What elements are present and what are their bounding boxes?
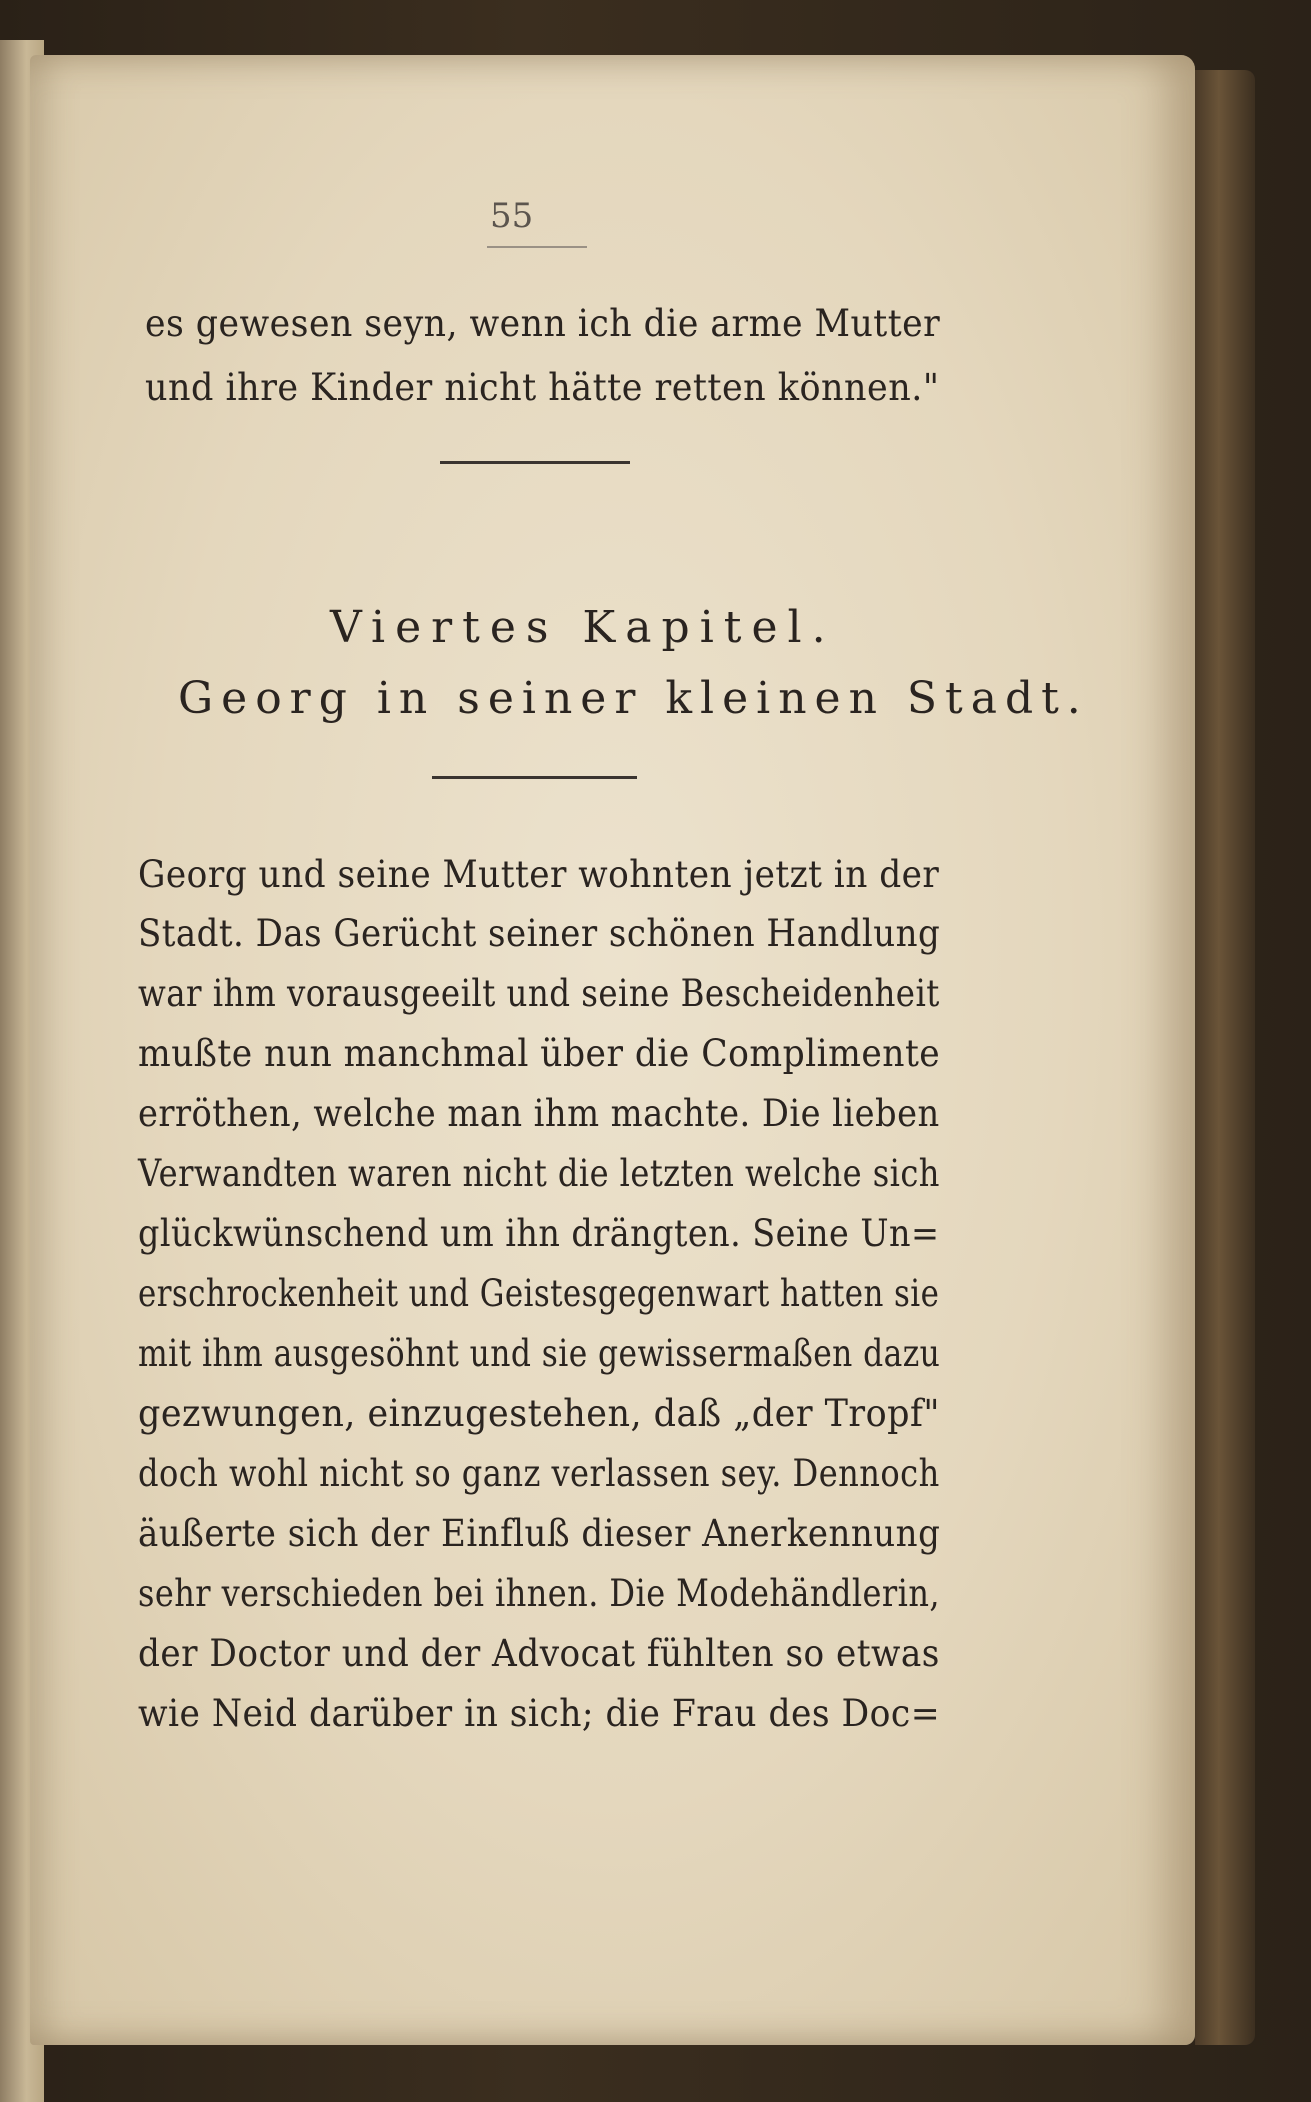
paragraph-line: sehr verschieden bei ihnen. Die Modehändlerin, <box>138 1572 940 1615</box>
chapter-divider <box>432 776 637 779</box>
chapter-heading: Viertes Kapitel. <box>330 602 836 653</box>
paragraph-line: wie Neid darüber in sich; die Frau des Doc= <box>138 1692 941 1735</box>
continuation-line: es gewesen seyn, wenn ich die arme Mutter <box>145 302 941 345</box>
paragraph-line: war ihm vorausgeeilt und seine Bescheidenheit <box>138 972 940 1015</box>
paragraph-line: mußte nun manchmal über die Complimente <box>138 1032 941 1075</box>
paragraph-line: der Doctor und der Advocat fühlten so etwas <box>138 1632 940 1675</box>
page-stack-edge <box>1195 70 1255 2045</box>
page-number-rule <box>487 246 587 248</box>
paragraph-line: gezwungen, einzugestehen, daß „der Tropf" <box>138 1392 940 1435</box>
continuation-line: und ihre Kinder nicht hätte retten können." <box>145 366 940 409</box>
paragraph-line: glückwünschend um ihn drängten. Seine Un= <box>138 1212 940 1255</box>
paragraph-line: erröthen, welche man ihm machte. Die lieben <box>138 1092 940 1135</box>
section-divider <box>440 461 630 464</box>
paragraph-line: doch wohl nicht so ganz verlassen sey. Dennoch <box>138 1452 940 1495</box>
chapter-title: Georg in seiner kleinen Stadt. <box>178 673 1089 724</box>
paragraph-line: Georg und seine Mutter wohnten jetzt in der <box>138 853 940 896</box>
paragraph-line: Stadt. Das Gerücht seiner schönen Handlung <box>138 912 941 955</box>
page-number: 55 <box>490 196 534 236</box>
paragraph-line: mit ihm ausgesöhnt und sie gewissermaßen dazu <box>138 1332 941 1375</box>
paragraph-line: Verwandten waren nicht die letzten welche sich <box>138 1152 940 1195</box>
paragraph-line: äußerte sich der Einfluß dieser Anerkennung <box>138 1512 941 1555</box>
paragraph-line: erschrockenheit und Geistesgegenwart hatten sie <box>138 1272 940 1315</box>
